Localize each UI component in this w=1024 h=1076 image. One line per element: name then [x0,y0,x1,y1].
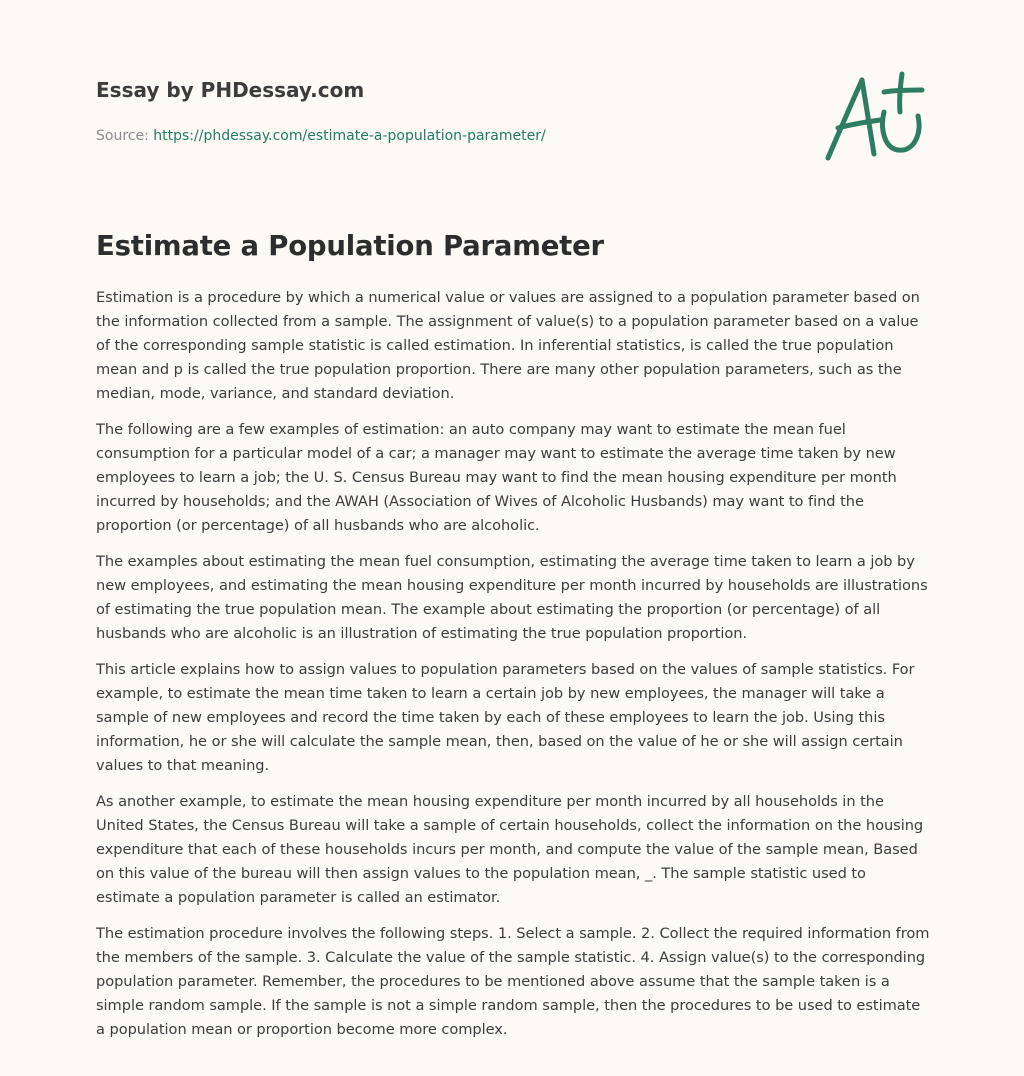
site-title: Essay by PHDessay.com [96,78,365,102]
essay-body [96,228,930,1054]
essay-paragraph: Estimation is a procedure by which a numerical value or values are assigned to a population parameter based on the information collected from a sample. The assignment of value(s) to a population parameter based on a value of the corresponding sample statistic is called estimation. In inferential statistics, is called the true population mean and p is called the true population proportion. There are many other population parameters, such as the median, mode, variance, and standard deviation. [96,289,920,402]
essay-paragraph: As another example, to estimate the mean housing expenditure per month incurred by all households in the United States, the Census Bureau will take a sample of certain households, collect the information on the housing expenditure that each of these households incurs per month, and compute the value of the sample mean, Based on this value of the bureau will then assign values to the population mean, _. The sample statistic used to estimate a population parameter is called an estimator. [96,793,924,906]
source-line [96,126,796,146]
a-plus-logo-graphic [822,68,928,166]
essay-paragraph: This article explains how to assign values to population parameters based on the values of sample statistics. For example, to estimate the mean time taken to learn a certain job by new employees, the manager will take a sample of new employees and record the time taken by each of these employees to learn the job. Using this information, he or she will calculate the sample mean, then, based on the value of he or she will assign certain values to that meaning. [96,661,915,774]
essay-paragraph: The estimation procedure involves the following steps. 1. Select a sample. 2. Collect the required information from the members of the sample. 3. Calculate the value of the sample statistic. 4. Assign value(s) to the corresponding population parameter. Remember, the procedures to be mentioned above assume that the sample taken is a simple random sample. If the sample is not a simple random sample, then the procedures to be used to estimate a population mean or proportion become more complex. [96,925,930,1038]
essay-paragraph: The examples about estimating the mean fuel consumption, estimating the average time taken to learn a job by new employees, and estimating the mean housing expenditure per month incurred by households are illustrations of estimating the true population mean. The example about estimating the proportion (or percentage) of all husbands who are alcoholic is an illustration of estimating the true population proportion. [96,553,928,642]
grade-a-plus-icon [822,68,928,166]
page-header [96,76,796,146]
source-label: Source: [96,128,154,144]
essay-paragraph: The following are a few examples of estimation: an auto company may want to estimate the mean fuel consumption for a particular model of a car; a manager may want to estimate the average time taken by new employees to learn a job; the U. S. Census Bureau may want to find the mean housing expenditure per month incurred by households; and the AWAH (Association of Wives of Alcoholic Husbands) may want to find the proportion (or percentage) of all husbands who are alcoholic. [96,421,897,534]
essay-title: Estimate a Population Parameter [96,230,604,262]
source-link[interactable]: https://phdessay.com/estimate-a-population-parameter/ [153,128,546,144]
